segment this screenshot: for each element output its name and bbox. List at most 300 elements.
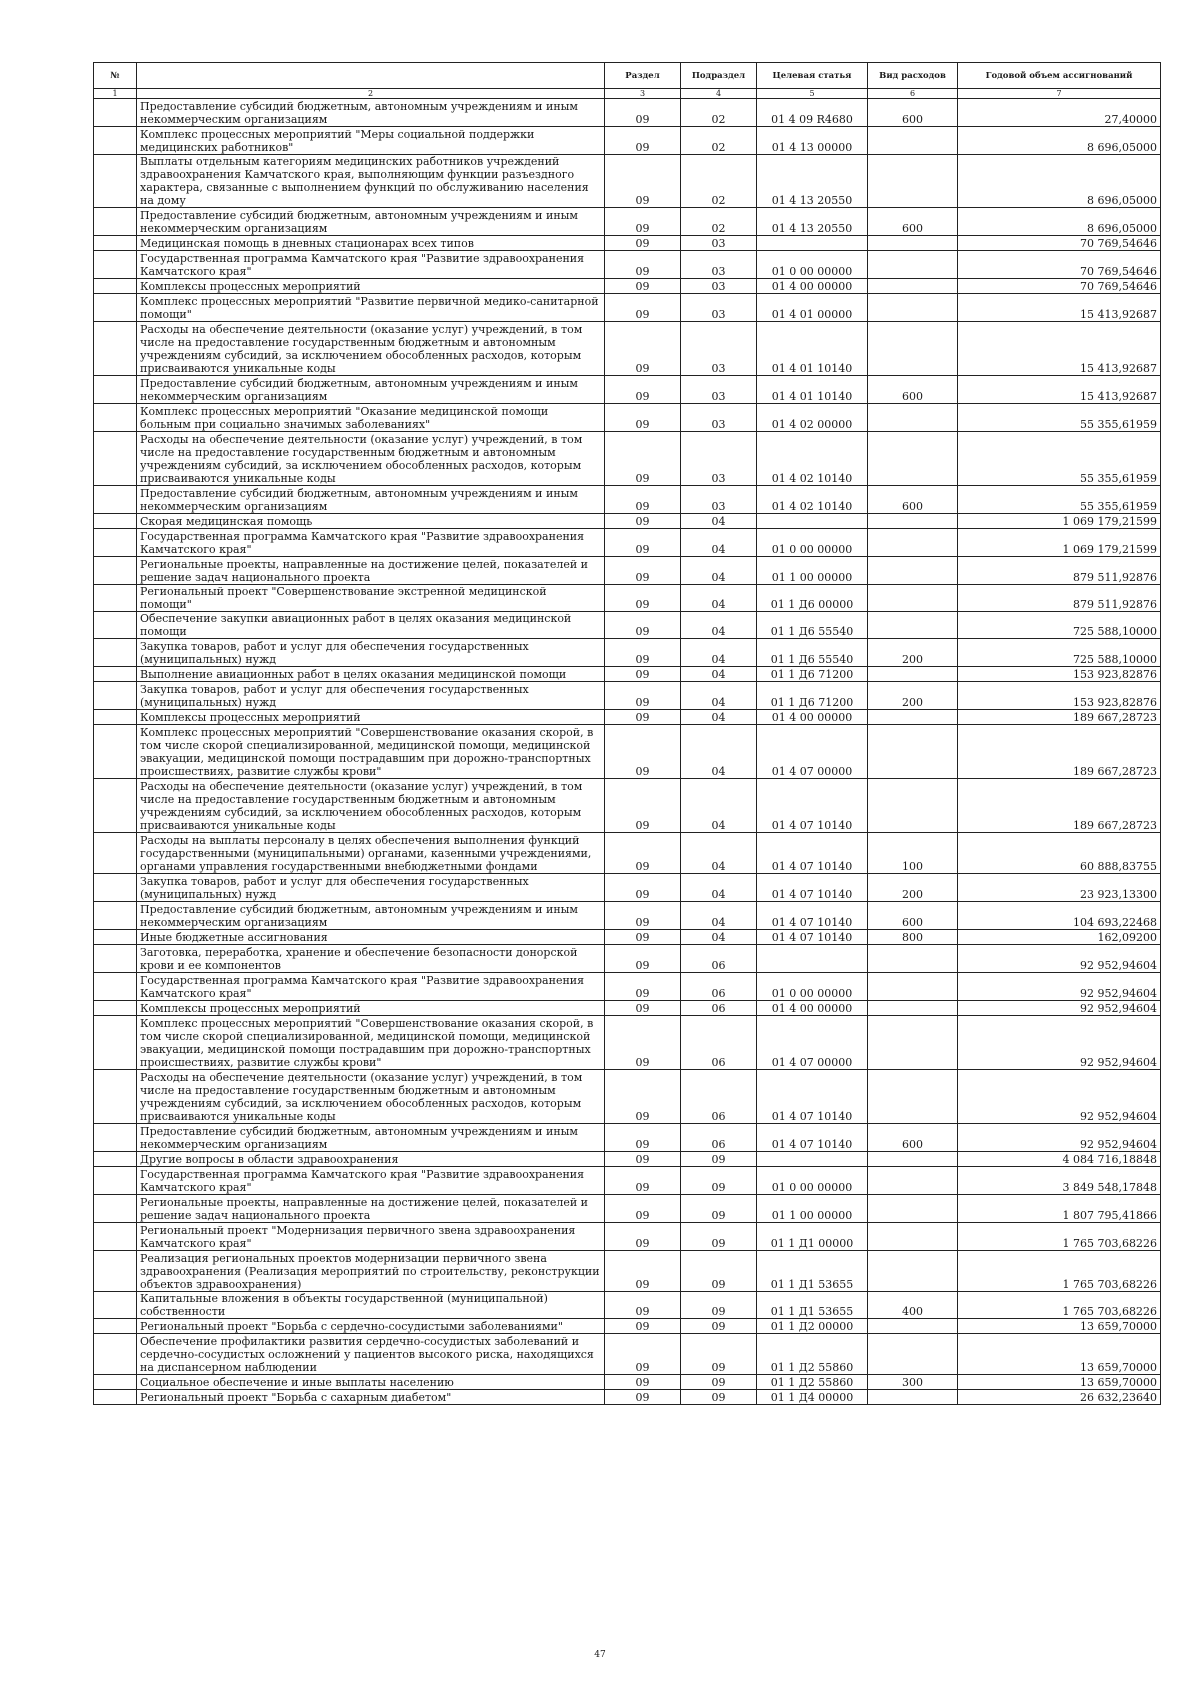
row-number-cell [94,945,137,973]
row-target-article-cell: 01 0 00 00000 [757,529,868,557]
row-subsection-cell: 04 [681,529,757,557]
row-target-article-cell: 01 1 Д1 53655 [757,1292,868,1319]
row-name-cell: Комплекс процессных мероприятий "Меры социальной поддержки медицинских работников" [137,127,605,155]
row-expense-kind-cell [868,1334,958,1375]
row-expense-kind-cell [868,1016,958,1070]
row-amount-cell: 55 355,61959 [958,432,1161,486]
row-target-article-cell: 01 4 01 10140 [757,322,868,376]
row-section-cell: 09 [605,486,681,514]
row-subsection-cell: 04 [681,874,757,902]
row-target-article-cell: 01 1 Д2 55860 [757,1334,868,1375]
header-expense-kind: Вид расходов [868,63,958,89]
row-section-cell: 09 [605,236,681,251]
row-target-article-cell: 01 4 01 10140 [757,376,868,404]
row-name-cell: Другие вопросы в области здравоохранения [137,1152,605,1167]
row-number-cell [94,725,137,779]
row-name-cell: Государственная программа Камчатского края "Развитие здравоохранения Камчатского края" [137,973,605,1001]
row-section-cell: 09 [605,557,681,585]
row-subsection-cell: 04 [681,779,757,833]
row-target-article-cell: 01 1 00 00000 [757,557,868,585]
row-name-cell: Государственная программа Камчатского края "Развитие здравоохранения Камчатского края" [137,529,605,557]
row-amount-cell: 92 952,94604 [958,973,1161,1001]
row-name-cell: Расходы на обеспечение деятельности (оказание услуг) учреждений, в том числе на предоставление государственным бюджетным и автономным учреждениям субсидий, за исключением обособленных расходов, которым присваиваются уникальные коды [137,322,605,376]
row-target-article-cell: 01 4 13 20550 [757,155,868,208]
row-subsection-cell: 06 [681,1124,757,1152]
row-number-cell [94,667,137,682]
row-number-cell [94,779,137,833]
row-subsection-cell: 03 [681,279,757,294]
row-expense-kind-cell [868,1167,958,1195]
row-section-cell: 09 [605,639,681,667]
row-expense-kind-cell: 300 [868,1375,958,1390]
row-subsection-cell: 06 [681,1070,757,1124]
row-name-cell: Социальное обеспечение и иные выплаты населению [137,1375,605,1390]
row-expense-kind-cell [868,1251,958,1292]
row-number-cell [94,1251,137,1292]
row-amount-cell: 26 632,23640 [958,1390,1161,1405]
row-expense-kind-cell [868,127,958,155]
table-row [94,294,1161,322]
table-row [94,1070,1161,1124]
row-name-cell: Комплекс процессных мероприятий "Оказание медицинской помощи больным при социально значимых заболеваниях" [137,404,605,432]
row-number-cell [94,404,137,432]
row-section-cell: 09 [605,1375,681,1390]
row-name-cell: Выплаты отдельным категориям медицинских работников учреждений здравоохранения Камчатского края, выполняющим функции разъездного характера, связанные с выполнением функций по обслуживанию населения на дому [137,155,605,208]
row-amount-cell: 55 355,61959 [958,486,1161,514]
row-amount-cell: 3 849 548,17848 [958,1167,1161,1195]
row-amount-cell: 725 588,10000 [958,639,1161,667]
row-target-article-cell: 01 1 Д1 00000 [757,1223,868,1251]
row-name-cell: Скорая медицинская помощь [137,514,605,529]
row-number-cell [94,322,137,376]
table-row [94,1375,1161,1390]
row-section-cell: 09 [605,874,681,902]
row-target-article-cell: 01 4 02 10140 [757,432,868,486]
row-name-cell: Комплексы процессных мероприятий [137,710,605,725]
row-number-cell [94,432,137,486]
row-amount-cell: 92 952,94604 [958,1016,1161,1070]
row-section-cell: 09 [605,779,681,833]
row-subsection-cell: 03 [681,322,757,376]
row-amount-cell: 1 069 179,21599 [958,529,1161,557]
row-subsection-cell: 04 [681,639,757,667]
row-number-cell [94,1319,137,1334]
row-subsection-cell: 03 [681,236,757,251]
row-amount-cell: 4 084 716,18848 [958,1152,1161,1167]
row-subsection-cell: 06 [681,973,757,1001]
row-name-cell: Предоставление субсидий бюджетным, автономным учреждениям и иным некоммерческим организациям [137,99,605,127]
table-row [94,1124,1161,1152]
header-target-article: Целевая статья [757,63,868,89]
row-target-article-cell [757,1152,868,1167]
row-amount-cell: 879 511,92876 [958,557,1161,585]
row-target-article-cell: 01 4 07 10140 [757,779,868,833]
row-number-cell [94,1152,137,1167]
row-target-article-cell [757,945,868,973]
row-target-article-cell: 01 1 Д2 55860 [757,1375,868,1390]
table-row [94,1334,1161,1375]
header-number: № [94,63,137,89]
row-expense-kind-cell: 400 [868,1292,958,1319]
page-number: 47 [594,1650,606,1660]
row-subsection-cell: 03 [681,294,757,322]
row-number-cell [94,833,137,874]
header-section: Раздел [605,63,681,89]
row-name-cell: Закупка товаров, работ и услуг для обеспечения государственных (муниципальных) нужд [137,682,605,710]
table-row [94,127,1161,155]
row-subsection-cell: 04 [681,833,757,874]
row-name-cell: Медицинская помощь в дневных стационарах всех типов [137,236,605,251]
row-target-article-cell: 01 1 Д1 53655 [757,1251,868,1292]
row-amount-cell: 70 769,54646 [958,279,1161,294]
row-number-cell [94,251,137,279]
row-target-article-cell: 01 4 07 10140 [757,930,868,945]
row-target-article-cell: 01 0 00 00000 [757,973,868,1001]
row-name-cell: Заготовка, переработка, хранение и обеспечение безопасности донорской крови и ее компонентов [137,945,605,973]
row-subsection-cell: 06 [681,1016,757,1070]
row-name-cell: Расходы на обеспечение деятельности (оказание услуг) учреждений, в том числе на предоставление государственным бюджетным и автономным учреждениям субсидий, за исключением обособленных расходов, которым присваиваются уникальные коды [137,432,605,486]
row-amount-cell: 104 693,22468 [958,902,1161,930]
row-number-cell [94,1334,137,1375]
row-subsection-cell: 09 [681,1167,757,1195]
row-subsection-cell: 09 [681,1292,757,1319]
row-number-cell [94,1195,137,1223]
row-amount-cell: 8 696,05000 [958,155,1161,208]
row-expense-kind-cell [868,779,958,833]
column-index: 2 [137,89,605,99]
column-index: 7 [958,89,1161,99]
row-expense-kind-cell [868,251,958,279]
row-amount-cell: 23 923,13300 [958,874,1161,902]
row-section-cell: 09 [605,294,681,322]
row-target-article-cell: 01 4 13 20550 [757,208,868,236]
row-target-article-cell: 01 4 07 10140 [757,1124,868,1152]
row-number-cell [94,1001,137,1016]
row-subsection-cell: 03 [681,251,757,279]
table-row [94,682,1161,710]
row-amount-cell: 70 769,54646 [958,236,1161,251]
row-target-article-cell [757,236,868,251]
row-section-cell: 09 [605,514,681,529]
row-section-cell: 09 [605,1223,681,1251]
row-number-cell [94,1223,137,1251]
row-number-cell [94,973,137,1001]
row-target-article-cell: 01 4 07 00000 [757,725,868,779]
row-name-cell: Закупка товаров, работ и услуг для обеспечения государственных (муниципальных) нужд [137,874,605,902]
row-target-article-cell: 01 1 Д6 71200 [757,682,868,710]
table-row [94,1195,1161,1223]
table-row [94,251,1161,279]
table-row [94,930,1161,945]
row-section-cell: 09 [605,930,681,945]
row-number-cell [94,639,137,667]
row-number-cell [94,1124,137,1152]
row-amount-cell: 162,09200 [958,930,1161,945]
row-amount-cell: 92 952,94604 [958,1001,1161,1016]
row-section-cell: 09 [605,585,681,612]
row-section-cell: 09 [605,1001,681,1016]
row-expense-kind-cell: 600 [868,486,958,514]
row-number-cell [94,127,137,155]
row-subsection-cell: 04 [681,710,757,725]
row-subsection-cell: 04 [681,612,757,639]
row-target-article-cell: 01 4 00 00000 [757,279,868,294]
row-subsection-cell: 09 [681,1334,757,1375]
row-amount-cell: 189 667,28723 [958,779,1161,833]
row-target-article-cell: 01 1 Д6 55540 [757,612,868,639]
row-amount-cell: 189 667,28723 [958,725,1161,779]
row-expense-kind-cell: 200 [868,682,958,710]
row-number-cell [94,557,137,585]
row-section-cell: 09 [605,1319,681,1334]
column-index: 6 [868,89,958,99]
row-expense-kind-cell [868,294,958,322]
table-row [94,725,1161,779]
row-amount-cell: 70 769,54646 [958,251,1161,279]
row-amount-cell: 15 413,92687 [958,294,1161,322]
row-section-cell: 09 [605,1070,681,1124]
row-expense-kind-cell [868,529,958,557]
row-section-cell: 09 [605,432,681,486]
row-subsection-cell: 04 [681,902,757,930]
row-subsection-cell: 03 [681,376,757,404]
row-name-cell: Предоставление субсидий бюджетным, автономным учреждениям и иным некоммерческим организациям [137,208,605,236]
row-amount-cell: 60 888,83755 [958,833,1161,874]
row-name-cell: Региональный проект "Модернизация первичного звена здравоохранения Камчатского края" [137,1223,605,1251]
row-expense-kind-cell [868,585,958,612]
row-expense-kind-cell: 600 [868,376,958,404]
row-number-cell [94,99,137,127]
table-row [94,710,1161,725]
row-target-article-cell: 01 4 07 10140 [757,874,868,902]
table-row [94,973,1161,1001]
row-number-cell [94,1292,137,1319]
row-section-cell: 09 [605,529,681,557]
row-amount-cell: 1 765 703,68226 [958,1223,1161,1251]
table-row [94,1167,1161,1195]
column-index: 3 [605,89,681,99]
row-subsection-cell: 09 [681,1375,757,1390]
row-target-article-cell: 01 4 01 00000 [757,294,868,322]
row-section-cell: 09 [605,1016,681,1070]
row-number-cell [94,279,137,294]
table-row [94,1319,1161,1334]
row-amount-cell: 725 588,10000 [958,612,1161,639]
row-number-cell [94,236,137,251]
row-amount-cell: 153 923,82876 [958,667,1161,682]
row-name-cell: Государственная программа Камчатского края "Развитие здравоохранения Камчатского края" [137,1167,605,1195]
row-target-article-cell: 01 4 09 R4680 [757,99,868,127]
table-row [94,1152,1161,1167]
row-amount-cell: 8 696,05000 [958,208,1161,236]
row-expense-kind-cell: 800 [868,930,958,945]
row-name-cell: Закупка товаров, работ и услуг для обеспечения государственных (муниципальных) нужд [137,639,605,667]
row-name-cell: Государственная программа Камчатского края "Развитие здравоохранения Камчатского края" [137,251,605,279]
row-section-cell: 09 [605,612,681,639]
row-section-cell: 09 [605,725,681,779]
table-row [94,667,1161,682]
column-index: 1 [94,89,137,99]
row-subsection-cell: 03 [681,486,757,514]
table-row [94,945,1161,973]
table-row [94,208,1161,236]
row-amount-cell: 92 952,94604 [958,1124,1161,1152]
row-number-cell [94,294,137,322]
row-target-article-cell: 01 4 13 00000 [757,127,868,155]
row-amount-cell: 189 667,28723 [958,710,1161,725]
row-section-cell: 09 [605,833,681,874]
row-name-cell: Региональные проекты, направленные на достижение целей, показателей и решение задач национального проекта [137,557,605,585]
table-row [94,612,1161,639]
row-number-cell [94,585,137,612]
table-row [94,1292,1161,1319]
table-row [94,1223,1161,1251]
row-subsection-cell: 03 [681,432,757,486]
row-number-cell [94,486,137,514]
row-target-article-cell: 01 1 Д6 71200 [757,667,868,682]
row-target-article-cell: 01 0 00 00000 [757,251,868,279]
table-row [94,1016,1161,1070]
row-expense-kind-cell [868,1223,958,1251]
row-subsection-cell: 02 [681,127,757,155]
row-expense-kind-cell [868,710,958,725]
table-row [94,1001,1161,1016]
row-number-cell [94,529,137,557]
table-row [94,236,1161,251]
row-section-cell: 09 [605,945,681,973]
row-amount-cell: 13 659,70000 [958,1334,1161,1375]
row-expense-kind-cell [868,557,958,585]
row-section-cell: 09 [605,1292,681,1319]
table-row [94,779,1161,833]
row-section-cell: 09 [605,1195,681,1223]
row-amount-cell: 15 413,92687 [958,376,1161,404]
row-name-cell: Расходы на выплаты персоналу в целях обеспечения выполнения функций государственными (муниципальными) органами, казенными учреждениями, органами управления государственными внебюджетными фондами [137,833,605,874]
table-row [94,1390,1161,1405]
row-subsection-cell: 04 [681,930,757,945]
row-expense-kind-cell [868,1001,958,1016]
row-amount-cell: 13 659,70000 [958,1375,1161,1390]
row-subsection-cell: 04 [681,585,757,612]
row-expense-kind-cell [868,973,958,1001]
row-section-cell: 09 [605,1334,681,1375]
row-expense-kind-cell [868,945,958,973]
row-section-cell: 09 [605,404,681,432]
row-number-cell [94,208,137,236]
row-section-cell: 09 [605,1152,681,1167]
table-row [94,902,1161,930]
row-target-article-cell: 01 4 07 10140 [757,902,868,930]
table-row [94,514,1161,529]
table-row [94,874,1161,902]
row-expense-kind-cell [868,514,958,529]
row-section-cell: 09 [605,1124,681,1152]
row-name-cell: Иные бюджетные ассигнования [137,930,605,945]
row-name-cell: Расходы на обеспечение деятельности (оказание услуг) учреждений, в том числе на предоставление государственным бюджетным и автономным учреждениям субсидий, за исключением обособленных расходов, которым присваиваются уникальные коды [137,1070,605,1124]
table-body [94,99,1161,1405]
row-amount-cell: 1 807 795,41866 [958,1195,1161,1223]
row-amount-cell: 1 069 179,21599 [958,514,1161,529]
row-name-cell: Предоставление субсидий бюджетным, автономным учреждениям и иным некоммерческим организациям [137,486,605,514]
table-row [94,585,1161,612]
row-target-article-cell: 01 0 00 00000 [757,1167,868,1195]
row-name-cell: Комплексы процессных мероприятий [137,279,605,294]
table-row [94,486,1161,514]
row-expense-kind-cell [868,155,958,208]
row-subsection-cell: 02 [681,208,757,236]
row-expense-kind-cell [868,236,958,251]
column-index: 4 [681,89,757,99]
row-target-article-cell [757,514,868,529]
header-annual-amount: Годовой объем ассигнований [958,63,1161,89]
row-name-cell: Выполнение авиационных работ в целях оказания медицинской помощи [137,667,605,682]
row-target-article-cell: 01 1 Д4 00000 [757,1390,868,1405]
header-name [137,63,605,89]
row-section-cell: 09 [605,322,681,376]
row-target-article-cell: 01 1 Д6 00000 [757,585,868,612]
row-expense-kind-cell [868,279,958,294]
table-row [94,279,1161,294]
row-section-cell: 09 [605,682,681,710]
row-expense-kind-cell: 600 [868,902,958,930]
row-subsection-cell: 09 [681,1152,757,1167]
row-section-cell: 09 [605,710,681,725]
table-row [94,529,1161,557]
row-name-cell: Предоставление субсидий бюджетным, автономным учреждениям и иным некоммерческим организациям [137,1124,605,1152]
row-section-cell: 09 [605,1390,681,1405]
row-target-article-cell: 01 4 00 00000 [757,1001,868,1016]
row-expense-kind-cell [868,725,958,779]
row-subsection-cell: 06 [681,1001,757,1016]
row-amount-cell: 92 952,94604 [958,945,1161,973]
row-expense-kind-cell: 100 [868,833,958,874]
row-number-cell [94,710,137,725]
column-index: 5 [757,89,868,99]
row-section-cell: 09 [605,973,681,1001]
row-subsection-cell: 09 [681,1251,757,1292]
row-number-cell [94,930,137,945]
row-target-article-cell: 01 1 Д2 00000 [757,1319,868,1334]
row-name-cell: Расходы на обеспечение деятельности (оказание услуг) учреждений, в том числе на предоставление государственным бюджетным и автономным учреждениям субсидий, за исключением обособленных расходов, которым присваиваются уникальные коды [137,779,605,833]
row-section-cell: 09 [605,1251,681,1292]
row-amount-cell: 55 355,61959 [958,404,1161,432]
table-row [94,99,1161,127]
row-name-cell: Обеспечение профилактики развития сердечно-сосудистых заболеваний и сердечно-сосудистых осложнений у пациентов высокого риска, находящихся на диспансерном наблюдении [137,1334,605,1375]
row-expense-kind-cell [868,1319,958,1334]
row-number-cell [94,1390,137,1405]
row-name-cell: Капитальные вложения в объекты государственной (муниципальной) собственности [137,1292,605,1319]
row-target-article-cell: 01 1 Д6 55540 [757,639,868,667]
row-target-article-cell: 01 4 07 00000 [757,1016,868,1070]
row-name-cell: Обеспечение закупки авиационных работ в целях оказания медицинской помощи [137,612,605,639]
row-target-article-cell: 01 4 02 00000 [757,404,868,432]
row-expense-kind-cell [868,432,958,486]
row-section-cell: 09 [605,667,681,682]
row-amount-cell: 1 765 703,68226 [958,1292,1161,1319]
row-amount-cell: 92 952,94604 [958,1070,1161,1124]
row-expense-kind-cell [868,667,958,682]
row-section-cell: 09 [605,208,681,236]
table-row [94,1251,1161,1292]
row-subsection-cell: 09 [681,1390,757,1405]
row-subsection-cell: 04 [681,725,757,779]
column-index-row [94,89,1161,99]
row-amount-cell: 153 923,82876 [958,682,1161,710]
row-number-cell [94,1070,137,1124]
row-number-cell [94,1375,137,1390]
budget-allocation-table [93,62,1161,1405]
table-row [94,404,1161,432]
